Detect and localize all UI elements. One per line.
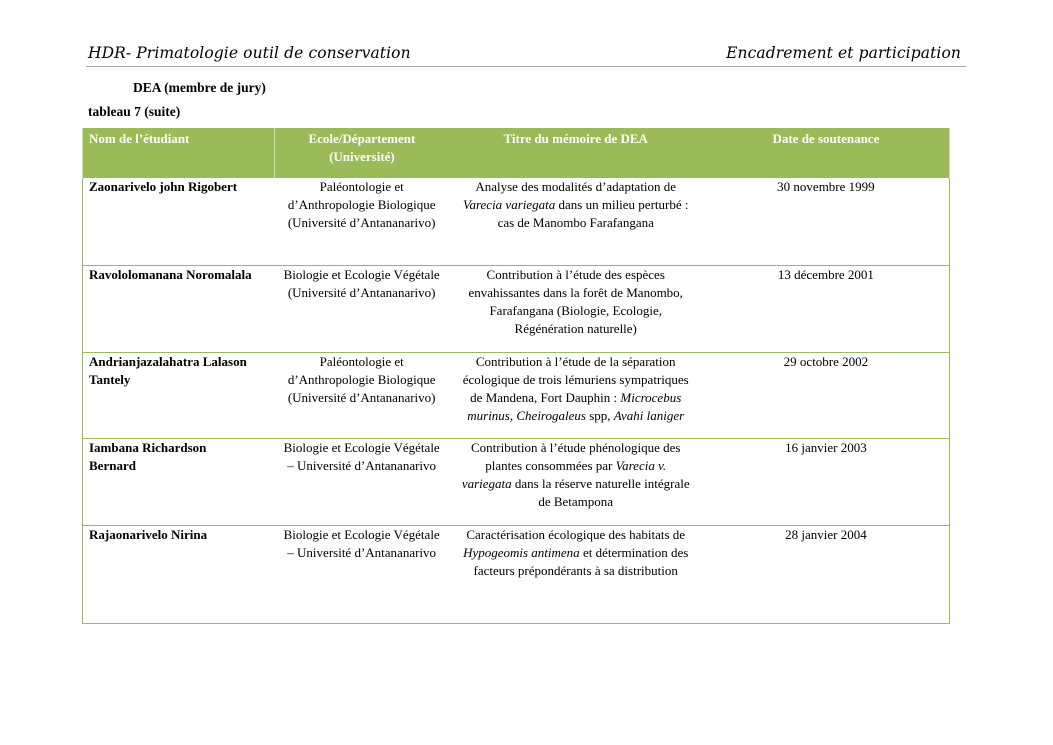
thesis-title-line (453, 266, 699, 284)
student-name-line: Bernard (89, 457, 136, 473)
school-line: (Université d’Antananarivo) (287, 389, 436, 405)
school-line: d’Anthropologie Biologique (287, 371, 436, 387)
species-name: Hypogeomis antimena (463, 544, 580, 560)
thesis-title-cell (449, 438, 703, 525)
school-cell (275, 525, 449, 623)
header-divider (86, 66, 966, 67)
title-text: Régénération naturelle) (514, 320, 637, 336)
title-text: et détermination des (579, 544, 689, 560)
table-header-row (83, 129, 950, 179)
student-name-cell (83, 352, 275, 438)
thesis-title-line (453, 544, 699, 562)
thesis-title-line (453, 371, 699, 389)
thesis-title-line (453, 320, 699, 338)
title-text: cas de Manombo Farafangana (497, 215, 654, 230)
title-text: Contribution à l’étude de la séparation (475, 353, 676, 369)
school-cell (275, 265, 449, 352)
thesis-title-line (453, 196, 699, 214)
school-line: Biologie et Ecologie Végétale (283, 526, 440, 542)
title-text: envahissantes dans la forêt de Manombo, (468, 284, 683, 300)
table-row (83, 352, 950, 438)
defense-date: 16 janvier 2003 (785, 439, 867, 455)
thesis-title-cell (449, 265, 703, 352)
thesis-title-line (453, 526, 699, 544)
student-name-line: Zaonarivelo john Rigobert (89, 179, 238, 194)
species-name: Microcebus (620, 389, 682, 405)
school-line: – Université d’Antananarivo (287, 544, 437, 560)
species-name: Varecia variegata (462, 197, 556, 212)
thesis-title-line (453, 475, 699, 493)
table-caption: tableau 7 (suite) (88, 104, 181, 119)
student-name-cell (83, 265, 275, 352)
defense-date: 29 octobre 2002 (783, 353, 869, 369)
table-row (83, 438, 950, 525)
table-row (83, 525, 950, 623)
running-header-section: Encadrement et participation (726, 44, 961, 62)
defense-date-cell (703, 178, 950, 265)
thesis-title-line (453, 302, 699, 320)
defense-date: 13 décembre 2001 (777, 266, 874, 282)
thesis-title-line (453, 178, 699, 196)
defense-date: 28 janvier 2004 (785, 526, 867, 542)
school-line: Biologie et Ecologie Végétale (283, 439, 440, 455)
school-cell (275, 352, 449, 438)
title-text: de Betampona (538, 493, 614, 509)
col-header-thesis-title (449, 129, 703, 179)
student-name-line: Rajaonarivelo Nirina (89, 526, 208, 542)
student-name-line: Iambana Richardson (89, 439, 207, 455)
species-name: Avahi laniger (613, 407, 685, 423)
col-header-thesis-title-label: Titre du mémoire de DEA (503, 131, 648, 146)
title-text: Contribution à l’étude phénologique des (471, 439, 681, 455)
defense-date: 30 novembre 1999 (777, 179, 875, 194)
thesis-title-line (453, 457, 699, 475)
school-line: Paléontologie et (319, 179, 404, 194)
thesis-title-line (453, 284, 699, 302)
student-name-line: Andrianjazalahatra Lalason (89, 353, 247, 369)
student-name-line: Tantely (89, 371, 131, 387)
thesis-title-line (453, 562, 699, 580)
species-name: Varecia v. (615, 457, 667, 473)
table-row (83, 265, 950, 352)
col-header-school-label: Ecole/Département (308, 131, 416, 146)
student-name-cell (83, 438, 275, 525)
thesis-title-cell (449, 178, 703, 265)
title-text: plantes consommées par (485, 457, 616, 473)
student-name-line: Ravololomanana Noromalala (89, 266, 252, 282)
title-text: Contribution à l’étude des espèces (486, 266, 665, 282)
defense-date-cell (703, 525, 950, 623)
school-cell (275, 178, 449, 265)
thesis-title-line (453, 353, 699, 371)
title-text: dans la réserve naturelle intégrale (511, 475, 690, 491)
school-line: Biologie et Ecologie Végétale (283, 266, 440, 282)
student-name-cell (83, 178, 275, 265)
title-text: écologique de trois lémuriens sympatriques (462, 371, 689, 387)
school-line: Paléontologie et (319, 353, 404, 369)
school-line: (Université d’Antananarivo) (287, 284, 436, 300)
defense-date-cell (703, 438, 950, 525)
title-text: facteurs prépondérants à sa distribution (473, 562, 678, 578)
student-name-cell (83, 525, 275, 623)
thesis-title-cell (449, 352, 703, 438)
col-header-student-label: Nom de l’étudiant (89, 131, 190, 146)
thesis-title-line (453, 493, 699, 511)
species-name: Cheirogaleus (516, 407, 586, 423)
thesis-title-line (453, 214, 699, 232)
school-line: – Université d’Antananarivo (287, 457, 437, 473)
dea-jury-table (82, 128, 950, 624)
col-header-defense-date-label: Date de soutenance (772, 131, 880, 146)
school-line: (Université d’Antananarivo) (287, 215, 436, 230)
title-text: Analyse des modalités d’adaptation de (475, 179, 677, 194)
title-text: Caractérisation écologique des habitats de (466, 526, 686, 542)
school-cell (275, 438, 449, 525)
col-header-defense-date (703, 129, 950, 179)
col-header-university-label: (Université) (329, 149, 395, 164)
defense-date-cell (703, 352, 950, 438)
species-name: variegata (461, 475, 512, 491)
thesis-title-line (453, 407, 699, 425)
title-text: dans un milieu perturbé : (555, 197, 689, 212)
title-text: , (509, 407, 517, 423)
col-header-student (83, 129, 275, 179)
thesis-title-cell (449, 525, 703, 623)
col-header-school (275, 129, 449, 179)
defense-date-cell (703, 265, 950, 352)
title-text: Farafangana (Biologie, Ecologie, (489, 302, 662, 318)
thesis-title-line (453, 439, 699, 457)
table-row (83, 178, 950, 265)
running-header-title: HDR- Primatologie outil de conservation (88, 44, 411, 62)
title-text: spp, (585, 407, 614, 423)
section-subtitle: DEA (membre de jury) (133, 80, 266, 95)
species-name: murinus (467, 407, 510, 423)
title-text: de Mandena, Fort Dauphin : (470, 389, 621, 405)
thesis-title-line (453, 389, 699, 407)
school-line: d’Anthropologie Biologique (287, 197, 436, 212)
